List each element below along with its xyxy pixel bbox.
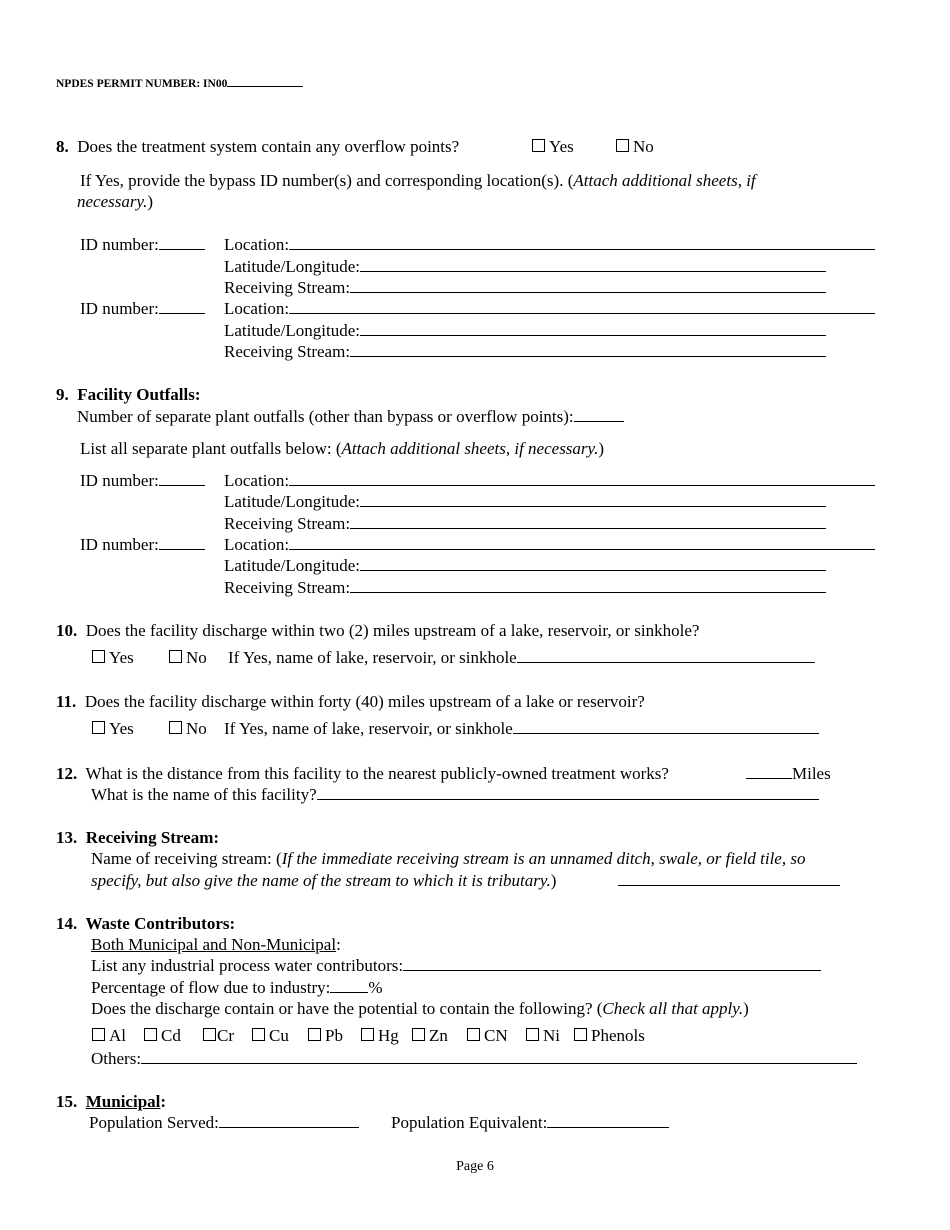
q14-subtitle [91, 935, 341, 955]
q14-subtitle-text: Both Municipal and Non-Municipal [91, 935, 337, 954]
q12-name [91, 785, 819, 805]
q8-location-2-field[interactable] [289, 299, 875, 314]
q15-equivalent [391, 1113, 669, 1133]
q10-name [228, 648, 815, 668]
q10-yes-label: Yes [109, 648, 134, 667]
pollutant-cu-checkbox[interactable] [252, 1028, 265, 1041]
q9-count [77, 407, 624, 427]
q9-latlong-1-field[interactable] [360, 492, 826, 507]
q13-text-line1 [91, 849, 805, 869]
id-label: ID number: [80, 535, 159, 554]
location-label: Location: [224, 235, 290, 254]
q10-no-checkbox[interactable] [169, 650, 182, 663]
q14-others-label: Others: [91, 1049, 142, 1068]
pollutant-al[interactable] [92, 1026, 126, 1046]
pollutant-zn[interactable] [412, 1026, 448, 1046]
q9-stream-2-field[interactable] [350, 578, 826, 593]
q8-no-checkbox[interactable] [616, 139, 629, 152]
q10-no-option[interactable] [169, 648, 207, 668]
q9-id-1-field[interactable] [159, 471, 205, 486]
location-label: Location: [224, 299, 290, 318]
q8-yes-label: Yes [549, 137, 574, 156]
q8-location-1 [224, 235, 875, 255]
pollutant-al-label: Al [109, 1026, 126, 1045]
pollutant-cu[interactable] [252, 1026, 289, 1046]
q8-yes-checkbox[interactable] [532, 139, 545, 152]
stream-label: Receiving Stream: [224, 342, 351, 361]
pollutant-zn-checkbox[interactable] [412, 1028, 425, 1041]
q9-location-1 [224, 471, 875, 491]
q8-latlong-2 [224, 321, 826, 341]
q12-name-field[interactable] [317, 785, 819, 800]
q10-name-text: If Yes, name of lake, reservoir, or sinkhole [228, 648, 517, 667]
q9-id-1 [80, 471, 205, 491]
pollutant-cd-label: Cd [161, 1026, 181, 1045]
q8-instruction-italic2: necessary. [77, 192, 148, 211]
q9-stream-1 [224, 514, 826, 534]
q10-question [56, 621, 699, 641]
page-number-text: Page 6 [456, 1159, 494, 1174]
q9-list-instruction [80, 439, 604, 459]
q9-stream-2 [224, 578, 826, 598]
q9-list-italic: Attach additional sheets, if necessary. [341, 439, 599, 458]
pollutant-zn-label: Zn [429, 1026, 448, 1045]
pollutant-al-checkbox[interactable] [92, 1028, 105, 1041]
q9-title [56, 385, 200, 405]
q15-colon: : [160, 1092, 167, 1111]
q11-question-text: Does the facility discharge within forty (40) miles upstream of a lake or reservoir? [84, 692, 645, 711]
stream-label: Receiving Stream: [224, 578, 351, 597]
latlong-label: Latitude/Longitude: [224, 257, 360, 276]
latlong-label: Latitude/Longitude: [224, 556, 360, 575]
q9-list-close: ) [598, 439, 605, 458]
q8-stream-1 [224, 278, 826, 298]
q8-number: 8. [56, 137, 69, 156]
location-label: Location: [224, 535, 290, 554]
q14-discharge-close: ) [743, 999, 749, 1018]
q8-location-2 [224, 299, 875, 319]
latlong-label: Latitude/Longitude: [224, 321, 360, 340]
q8-instruction-line2 [77, 192, 153, 212]
q11-no-label: No [186, 719, 207, 738]
q13-italic2: specify, but also give the name of the stream to which it is tributary. [91, 871, 551, 890]
q13-italic1: If the immediate receiving stream is an unnamed ditch, swale, or field tile, so [281, 849, 806, 868]
q14-percent [91, 978, 383, 998]
q9-latlong-2-field[interactable] [360, 556, 826, 571]
q11-name-field[interactable] [513, 719, 819, 734]
pollutant-cr[interactable] [203, 1026, 234, 1046]
q10-yes-checkbox[interactable] [92, 650, 105, 663]
q15-equivalent-label: Population Equivalent: [391, 1113, 548, 1132]
q9-count-field[interactable] [574, 407, 624, 422]
q11-question [56, 692, 645, 712]
q14-discharge [91, 999, 749, 1019]
q13-text-line2 [91, 871, 556, 891]
q14-percent-sign: % [368, 978, 383, 997]
q15-served [89, 1113, 359, 1133]
pollutant-ni-label: Ni [543, 1026, 560, 1045]
permit-number-field[interactable] [227, 72, 303, 87]
q12-question [56, 764, 669, 784]
q8-id-1 [80, 235, 205, 255]
q14-industrial [91, 956, 821, 976]
q8-question [56, 137, 459, 157]
q9-list-text: List all separate plant outfalls below: ( [80, 439, 342, 458]
q13-close: ) [550, 871, 557, 890]
q9-latlong-2 [224, 556, 826, 576]
q13-text: Name of receiving stream: ( [91, 849, 282, 868]
q8-yes-option[interactable] [532, 137, 574, 157]
q10-name-field[interactable] [517, 648, 815, 663]
pollutant-cn[interactable] [467, 1026, 508, 1046]
pollutant-phenols-checkbox[interactable] [574, 1028, 587, 1041]
pollutant-phenols[interactable] [574, 1026, 645, 1046]
q11-name [224, 719, 819, 739]
q15-title-text: Municipal [85, 1092, 161, 1111]
q8-instruction-close: ) [147, 192, 154, 211]
permit-number-header [56, 72, 303, 94]
q13-stream-field-wrap [618, 871, 840, 891]
pollutant-hg[interactable] [361, 1026, 399, 1046]
pollutant-cd[interactable] [144, 1026, 181, 1046]
pollutant-hg-label: Hg [378, 1026, 399, 1045]
q14-title-text: Waste Contributors: [85, 914, 236, 933]
q14-others [91, 1049, 857, 1069]
q9-title-text: Facility Outfalls: [77, 385, 201, 404]
q13-title [56, 828, 219, 848]
q11-no-option[interactable] [169, 719, 207, 739]
id-label: ID number: [80, 299, 159, 318]
q15-title [56, 1092, 166, 1112]
q8-id-2-field[interactable] [159, 299, 205, 314]
q9-latlong-1 [224, 492, 826, 512]
q9-id-2-field[interactable] [159, 535, 205, 550]
q8-stream-1-field[interactable] [350, 278, 826, 293]
q9-location-2-field[interactable] [289, 535, 875, 550]
q8-latlong-1-field[interactable] [360, 257, 826, 272]
q9-location-2 [224, 535, 875, 555]
q11-no-checkbox[interactable] [169, 721, 182, 734]
q10-question-text: Does the facility discharge within two (2) miles upstream of a lake, reservoir, or sinkhole? [85, 621, 700, 640]
q14-percent-field[interactable] [330, 978, 368, 993]
pollutant-cu-label: Cu [269, 1026, 289, 1045]
q15-served-label: Population Served: [89, 1113, 219, 1132]
pollutant-ni-checkbox[interactable] [526, 1028, 539, 1041]
q14-discharge-italic: Check all that apply. [602, 999, 744, 1018]
q12-miles-label: Miles [792, 764, 831, 783]
q8-location-1-field[interactable] [289, 235, 875, 250]
q8-stream-2 [224, 342, 826, 362]
q9-number: 9. [56, 385, 69, 404]
q15-equivalent-field[interactable] [547, 1113, 669, 1128]
q8-instruction [80, 171, 756, 191]
q9-stream-1-field[interactable] [350, 514, 826, 529]
q11-yes-label: Yes [109, 719, 134, 738]
q11-yes-checkbox[interactable] [92, 721, 105, 734]
q14-percent-text: Percentage of flow due to industry: [91, 978, 331, 997]
pollutant-cr-checkbox[interactable] [203, 1028, 216, 1041]
id-label: ID number: [80, 235, 159, 254]
location-label: Location: [224, 471, 290, 490]
q10-no-label: No [186, 648, 207, 667]
pollutant-pb-label: Pb [325, 1026, 343, 1045]
q13-title-text: Receiving Stream: [85, 828, 220, 847]
q8-latlong-1 [224, 257, 826, 277]
q14-others-field[interactable] [141, 1049, 857, 1064]
q8-latlong-2-field[interactable] [360, 321, 826, 336]
pollutant-cn-label: CN [484, 1026, 508, 1045]
q8-id-2 [80, 299, 205, 319]
pollutant-cn-checkbox[interactable] [467, 1028, 480, 1041]
q11-yes-option[interactable] [92, 719, 134, 739]
q9-id-2 [80, 535, 205, 555]
q11-name-text: If Yes, name of lake, reservoir, or sinkhole [224, 719, 513, 738]
q15-served-field[interactable] [219, 1113, 359, 1128]
pollutant-pb-checkbox[interactable] [308, 1028, 321, 1041]
q10-number: 10. [56, 621, 78, 640]
q14-number: 14. [56, 914, 78, 933]
q12-miles-field[interactable] [746, 764, 792, 779]
q8-no-option[interactable] [616, 137, 654, 157]
q8-no-label: No [633, 137, 654, 156]
q12-name-text: What is the name of this facility? [91, 785, 317, 804]
pollutant-hg-checkbox[interactable] [361, 1028, 374, 1041]
q12-number: 12. [56, 764, 78, 783]
pollutant-cr-label: Cr [217, 1026, 234, 1045]
q9-location-1-field[interactable] [289, 471, 875, 486]
q8-stream-2-field[interactable] [350, 342, 826, 357]
q9-count-text: Number of separate plant outfalls (other than bypass or overflow points): [77, 407, 574, 426]
q15-number: 15. [56, 1092, 78, 1111]
stream-label: Receiving Stream: [224, 278, 351, 297]
q13-stream-field[interactable] [618, 871, 840, 886]
q12-question-text: What is the distance from this facility to the nearest publicly-owned treatment works? [85, 764, 669, 783]
latlong-label: Latitude/Longitude: [224, 492, 360, 511]
q8-instruction-italic: Attach additional sheets, if [573, 171, 756, 190]
page-number [0, 1157, 950, 1177]
q10-yes-option[interactable] [92, 648, 134, 668]
q14-subtitle-colon: : [336, 935, 341, 954]
q14-industrial-field[interactable] [403, 956, 821, 971]
permit-label: NPDES PERMIT NUMBER: IN00 [56, 78, 228, 90]
stream-label: Receiving Stream: [224, 514, 351, 533]
q14-title [56, 914, 235, 934]
pollutant-ni[interactable] [526, 1026, 560, 1046]
q11-number: 11. [56, 692, 77, 711]
q14-discharge-text: Does the discharge contain or have the potential to contain the following? ( [91, 999, 603, 1018]
q8-question-text: Does the treatment system contain any overflow points? [77, 137, 460, 156]
id-label: ID number: [80, 471, 159, 490]
q13-number: 13. [56, 828, 78, 847]
pollutant-cd-checkbox[interactable] [144, 1028, 157, 1041]
pollutant-phenols-label: Phenols [591, 1026, 645, 1045]
q14-industrial-text: List any industrial process water contributors: [91, 956, 404, 975]
q12-miles [746, 764, 831, 784]
q8-instruction-text: If Yes, provide the bypass ID number(s) and corresponding location(s). ( [80, 171, 574, 190]
q8-id-1-field[interactable] [159, 235, 205, 250]
pollutant-pb[interactable] [308, 1026, 343, 1046]
